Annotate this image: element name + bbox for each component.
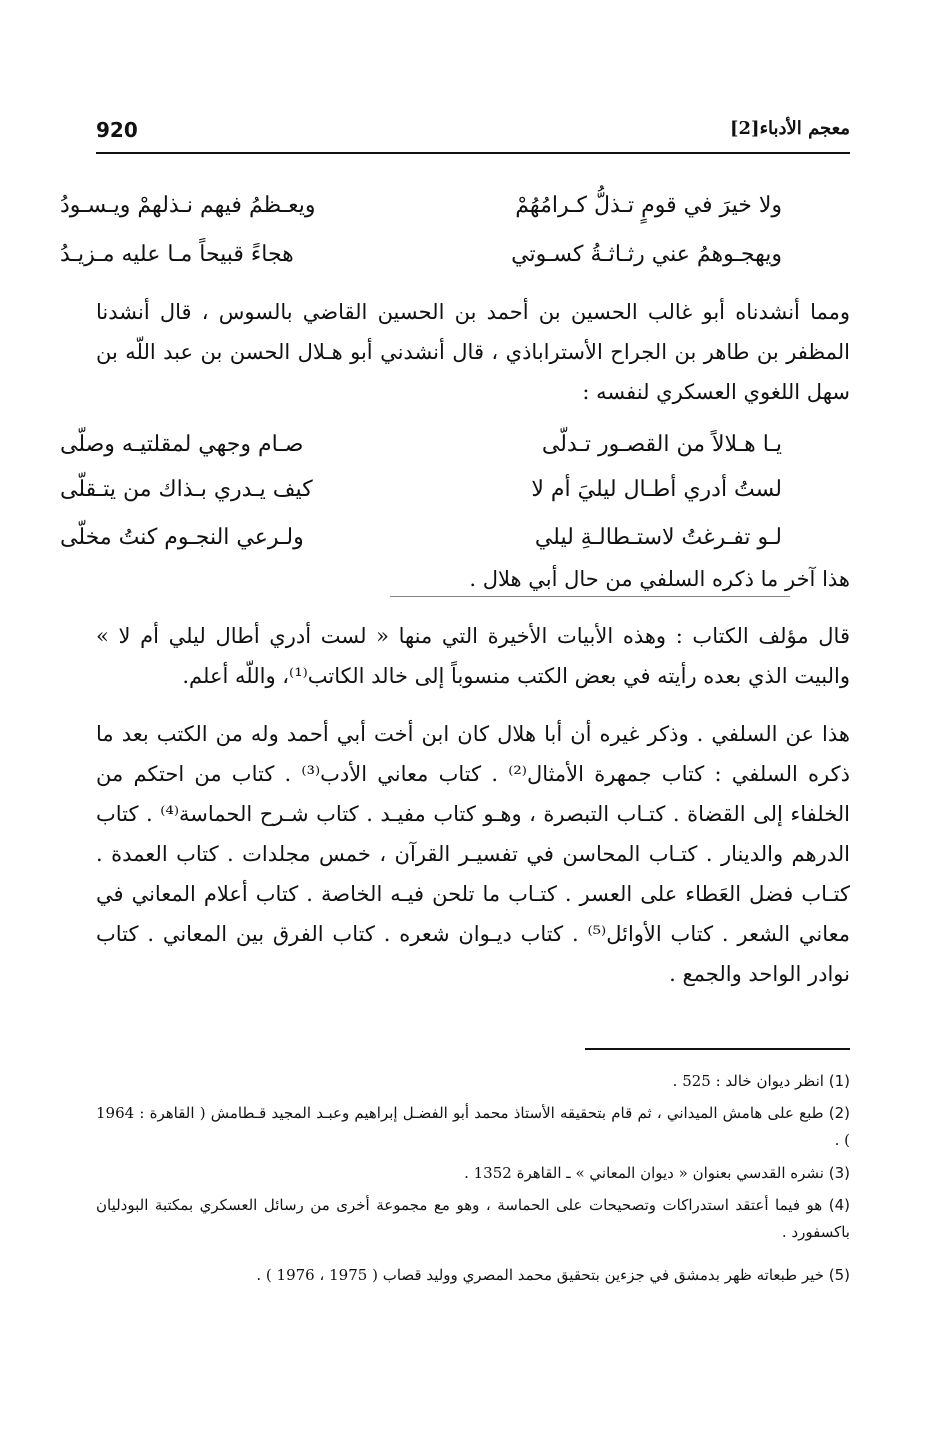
footnote-5 — [96, 1262, 850, 1289]
verse-hemistich: صـام وجهي لمقلتيـه وصلّى — [60, 432, 304, 457]
footnote-number: (5) — [828, 1266, 850, 1284]
header-divider — [96, 152, 850, 154]
verse-hemistich: يـا هـلالاً من القصـور تـدلّى — [541, 432, 782, 457]
running-header — [96, 118, 850, 148]
paragraph-2-text: هذا عن السلفي . وذكر غيره أن أبا هلال كان ابن أخت أبي أحمد وله من الكتب بعد ما ذكره السلفي : كتاب جمهرة الأمثال⁽²⁾ . كتاب معاني الأدب⁽³⁾ . كتاب من احتكم من الخلفاء إلى القضاة . كتـاب التبصرة ، وهـو كتاب مفيـد . كتاب شـرح الحماسة⁽⁴⁾ . كتاب الدرهم والدينار . كتـاب المحاسن في تفسيـر القرآن ، خمس مجلدات . كتاب العمدة . كتـاب فضل العَطاء على العسر . كتـاب ما تلحن فيـه الخاصة . كتاب أعلام المعاني في معاني الشعر . كتاب الأوائل⁽⁵⁾ . كتاب ديـوان شعره . كتاب الفرق بين المعاني . كتاب نوادر الواحد والجمع . — [96, 722, 851, 986]
page-number: 920 — [96, 118, 138, 142]
verse-hemistich: ولـرعي النجـوم كنتُ مخلّى — [60, 525, 304, 550]
verse-hemistich: ولا خيرَ في قومٍ تـذلُّ كـرامُهُمْ — [515, 193, 782, 218]
paragraph-1-text: قال مؤلف الكتاب : وهذه الأبيات الأخيرة التي منها « لست أدري أطال ليلي أم لا » والبيت الذي بعده رأيته في بعض الكتب منسوباً إلى خالد الكاتب⁽¹⁾، واللّه أعلم. — [96, 624, 850, 688]
footnote-number: (2) — [828, 1104, 850, 1122]
verse-hemistich: هجاءً قبيحاً مـا عليه مـزيـدُ — [60, 242, 294, 267]
intro-text: ومما أنشدناه أبو غالب الحسين بن أحمد بن الحسين القاضي بالسوس ، قال أنشدنا المظفر بن طاهر بن الجراح الأستراباذي ، قال أنشدني أبو هـلال الحسن بن عبد اللّه بن سهل اللغوي العسكري لنفسه : — [96, 300, 850, 404]
after-poem-note: هذا آخر ما ذكره السلفي من حال أبي هلال . — [469, 567, 850, 591]
verse-hemistich: ويهجـوهمُ عني رثـاثـةُ كسـوتي — [511, 242, 782, 267]
footnote-2 — [96, 1100, 850, 1154]
footnote-4 — [96, 1192, 850, 1246]
footnote-text: نشره القدسي بعنوان « ديوان المعاني » ـ القاهرة 1352 . — [464, 1164, 824, 1182]
footnote-text: خير طبعاته ظهر بدمشق في جزءين بتحقيق محمد المصري ووليد قصاب ( 1975 ، 1976 ) . — [256, 1266, 824, 1284]
pencil-underline — [390, 596, 790, 597]
footnote-number: (3) — [828, 1164, 850, 1182]
book-title: معجم الأدباء[2] — [729, 118, 850, 139]
footnote-text: انظر ديوان خالد : 525 . — [672, 1072, 824, 1090]
footnote-text: طبع على هامش الميداني ، ثم قام بتحقيقه الأستاذ محمد أبو الفضـل إبراهيم وعبـد المجيد قـطامش ( القاهرة : 1964 ) . — [96, 1104, 850, 1149]
verse-hemistich: لستُ أدري أطـال ليليَ أم لا — [531, 477, 782, 502]
verse-hemistich: كيف يـدري بـذاك من يتـقلّى — [60, 477, 313, 502]
footnote-1 — [96, 1068, 850, 1095]
footnote-3 — [96, 1160, 850, 1187]
intro-paragraph — [96, 292, 850, 412]
footnote-number: (4) — [828, 1196, 850, 1214]
footnote-number: (1) — [828, 1072, 850, 1090]
footnote-text: هو فيما أعتقد استدراكات وتصحيحات على الحماسة ، وهو مع مجموعة أخرى من رسائل العسكري بمكتبة البودليان باكسفورد . — [96, 1196, 850, 1241]
verse-hemistich: لـو تفـرغتُ لاستـطالـةِ ليلي — [534, 525, 782, 550]
paragraph-1 — [96, 616, 850, 696]
footnote-divider — [585, 1048, 850, 1050]
paragraph-2 — [96, 714, 850, 994]
verse-hemistich: ويعـظمُ فيهم نـذلهمْ ويـسـودُ — [60, 193, 316, 218]
